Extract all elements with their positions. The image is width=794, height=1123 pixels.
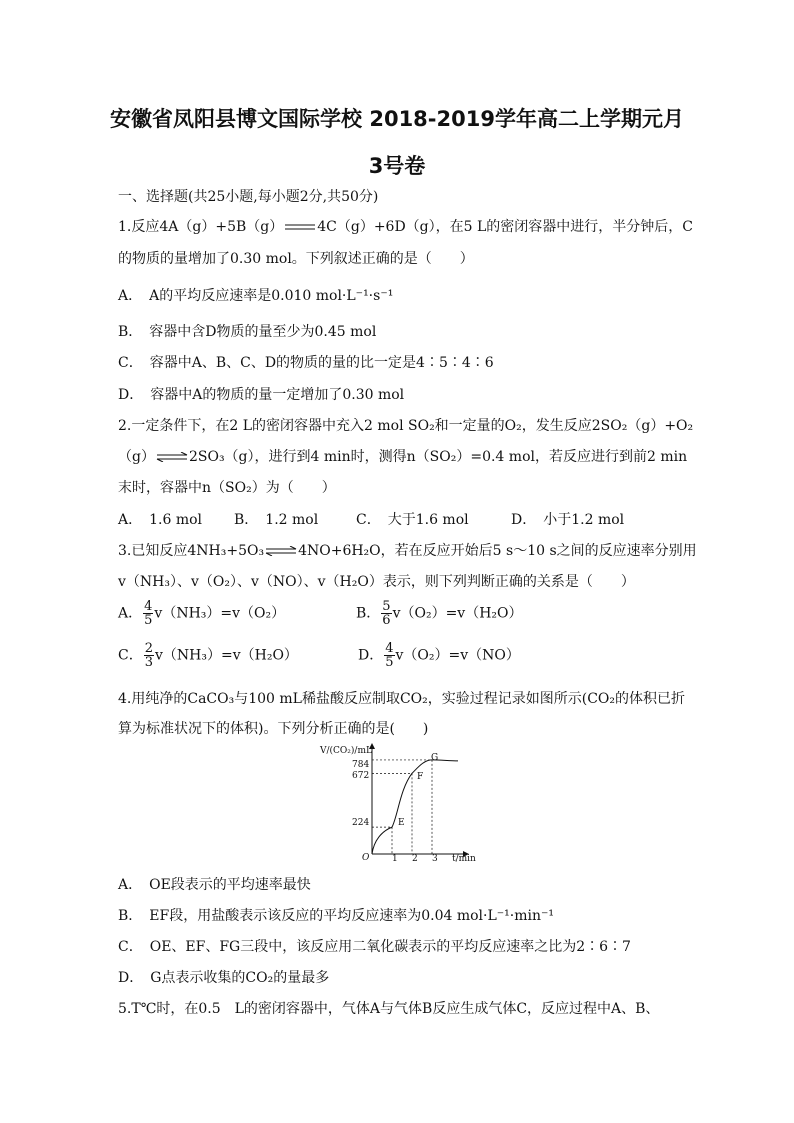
x-tick-label: 3 xyxy=(432,854,438,864)
q3-stem-part1: 3.已知反应4NH₃+5O₃ xyxy=(118,543,265,559)
q3-option-b-label: B． xyxy=(356,605,381,622)
x-tick-label: 2 xyxy=(412,854,418,864)
series-line xyxy=(372,760,458,854)
q2-stem-line3: 末时，容器中n（SO₂）为（ ） xyxy=(118,480,336,496)
fraction-denominator: 3 xyxy=(144,655,153,670)
q4-option-b: B． EF段，用盐酸表示该反应的平均反应速率为0.04 mol·L⁻¹·min⁻¹ xyxy=(118,908,554,924)
q1-stem-line2: 的物质的量增加了0.30 mol。下列叙述正确的是（ ） xyxy=(118,251,474,267)
q3-option-a xyxy=(118,600,285,627)
q2-option-a: A． 1.6 mol xyxy=(118,512,203,528)
page-subtitle: 3号卷 xyxy=(368,154,426,178)
q1-option-d: D． 容器中A的物质的量一定增加了0.30 mol xyxy=(118,387,405,403)
q2-stem-line2 xyxy=(118,446,687,466)
q3-option-b-text: v（O₂）=v（H₂O） xyxy=(392,605,523,622)
q3-option-a-text: v（NH₃）=v（O₂） xyxy=(154,605,286,622)
q3-stem-line1 xyxy=(118,540,697,560)
q2-option-b: B． 1.2 mol xyxy=(234,512,319,528)
q1-stem-line1 xyxy=(118,216,693,236)
q1-option-b: B． 容器中含D物质的量至少为0.45 mol xyxy=(118,324,377,340)
q1-stem-part2: 4C（g）+6D（g），在5 L的密闭容器中进行，半分钟后，C xyxy=(317,219,694,235)
point-f-label: F xyxy=(417,772,424,782)
fraction-numerator: 4 xyxy=(385,641,394,656)
q3-option-d xyxy=(358,642,520,669)
q3-stem-part2: 4NO+6H₂O，若在反应开始后5 s～10 s之间的反应速率分别用 xyxy=(298,543,697,559)
y-axis-label: V/(CO₂)/mL xyxy=(320,746,372,756)
q2-option-c: C． 大于1.6 mol xyxy=(356,512,469,528)
fraction-numerator: 4 xyxy=(144,599,153,614)
co2-volume-graph xyxy=(318,742,484,864)
q3-option-d-text: v（O₂）=v（NO） xyxy=(395,647,520,664)
q4-option-a: A． OE段表示的平均速率最快 xyxy=(118,877,311,893)
page-title: 安徽省凤阳县博文国际学校 2018-2019学年高二上学期元月 xyxy=(110,107,684,131)
q3-option-c-text: v（NH₃）=v（H₂O） xyxy=(155,647,298,664)
q3-option-c xyxy=(118,642,298,669)
q5-stem-line1: 5.T℃时，在0.5 L的密闭容器中，气体A与气体B反应生成气体C，反应过程中A、B、 xyxy=(118,1001,660,1017)
fraction-numerator: 2 xyxy=(144,641,153,656)
q4-stem-line2: 算为标准状况下的体积)。下列分析正确的是( ) xyxy=(118,721,429,737)
fraction-numerator: 5 xyxy=(382,599,391,614)
fraction-denominator: 6 xyxy=(382,613,391,628)
fraction-denominator: 5 xyxy=(385,655,394,670)
q3-option-d-label: D． xyxy=(358,647,384,664)
reversible-arrow-icon xyxy=(264,546,298,556)
q3-stem-line2: v（NH₃）、v（O₂）、v（NO）、v（H₂O）表示，则下列判断正确的关系是（ ） xyxy=(118,574,635,590)
fraction xyxy=(381,600,391,627)
q4-stem-line1: 4.用纯净的CaCO₃与100 mL稀盐酸反应制取CO₂，实验过程记录如图所示(CO₂的体积已折 xyxy=(118,691,686,707)
q1-stem-part1: 1.反应4A（g）+5B（g） xyxy=(118,219,284,235)
equilibrium-equals-icon xyxy=(283,222,317,232)
q3-option-b xyxy=(356,600,523,627)
point-e-label: E xyxy=(398,818,405,828)
q2-stem-line1: 2.一定条件下，在2 L的密闭容器中充入2 mol SO₂和一定量的O₂，发生反应2SO₂（g）+O₂ xyxy=(118,418,694,434)
origin-label: O xyxy=(362,853,370,863)
fraction xyxy=(143,600,153,627)
fraction-denominator: 5 xyxy=(144,613,153,628)
reversible-arrow-icon xyxy=(155,452,189,462)
section-heading: 一、选择题(共25小题,每小题2分,共50分) xyxy=(118,189,379,205)
y-tick-label: 224 xyxy=(352,818,370,828)
q1-option-a: A． A的平均反应速率是0.010 mol·L⁻¹·s⁻¹ xyxy=(118,288,394,304)
q4-option-c: C． OE、EF、FG三段中，该反应用二氧化碳表示的平均反应速率之比为2∶6∶7 xyxy=(118,939,631,955)
q2-option-d: D． 小于1.2 mol xyxy=(511,512,625,528)
q4-option-d: D． G点表示收集的CO₂的量最多 xyxy=(118,970,330,986)
x-tick-label: 1 xyxy=(392,854,398,864)
q2-stem-part1: （g） xyxy=(118,449,155,465)
fraction xyxy=(144,642,154,669)
q1-option-c: C． 容器中A、B、C、D的物质的量的比一定是4∶5∶4∶6 xyxy=(118,355,494,371)
point-g-label: G xyxy=(431,753,439,763)
y-tick-label: 784 xyxy=(352,760,370,770)
chart-marks xyxy=(372,760,458,854)
q3-option-a-label: A． xyxy=(118,605,143,622)
x-axis-label: t/min xyxy=(452,854,476,864)
q3-option-c-label: C． xyxy=(118,647,143,664)
fraction xyxy=(384,642,394,669)
y-tick-label: 672 xyxy=(352,771,370,781)
q2-stem-part2: 2SO₃（g），进行到4 min时，测得n（SO₂）=0.4 mol，若反应进行到前2 min xyxy=(188,449,688,465)
